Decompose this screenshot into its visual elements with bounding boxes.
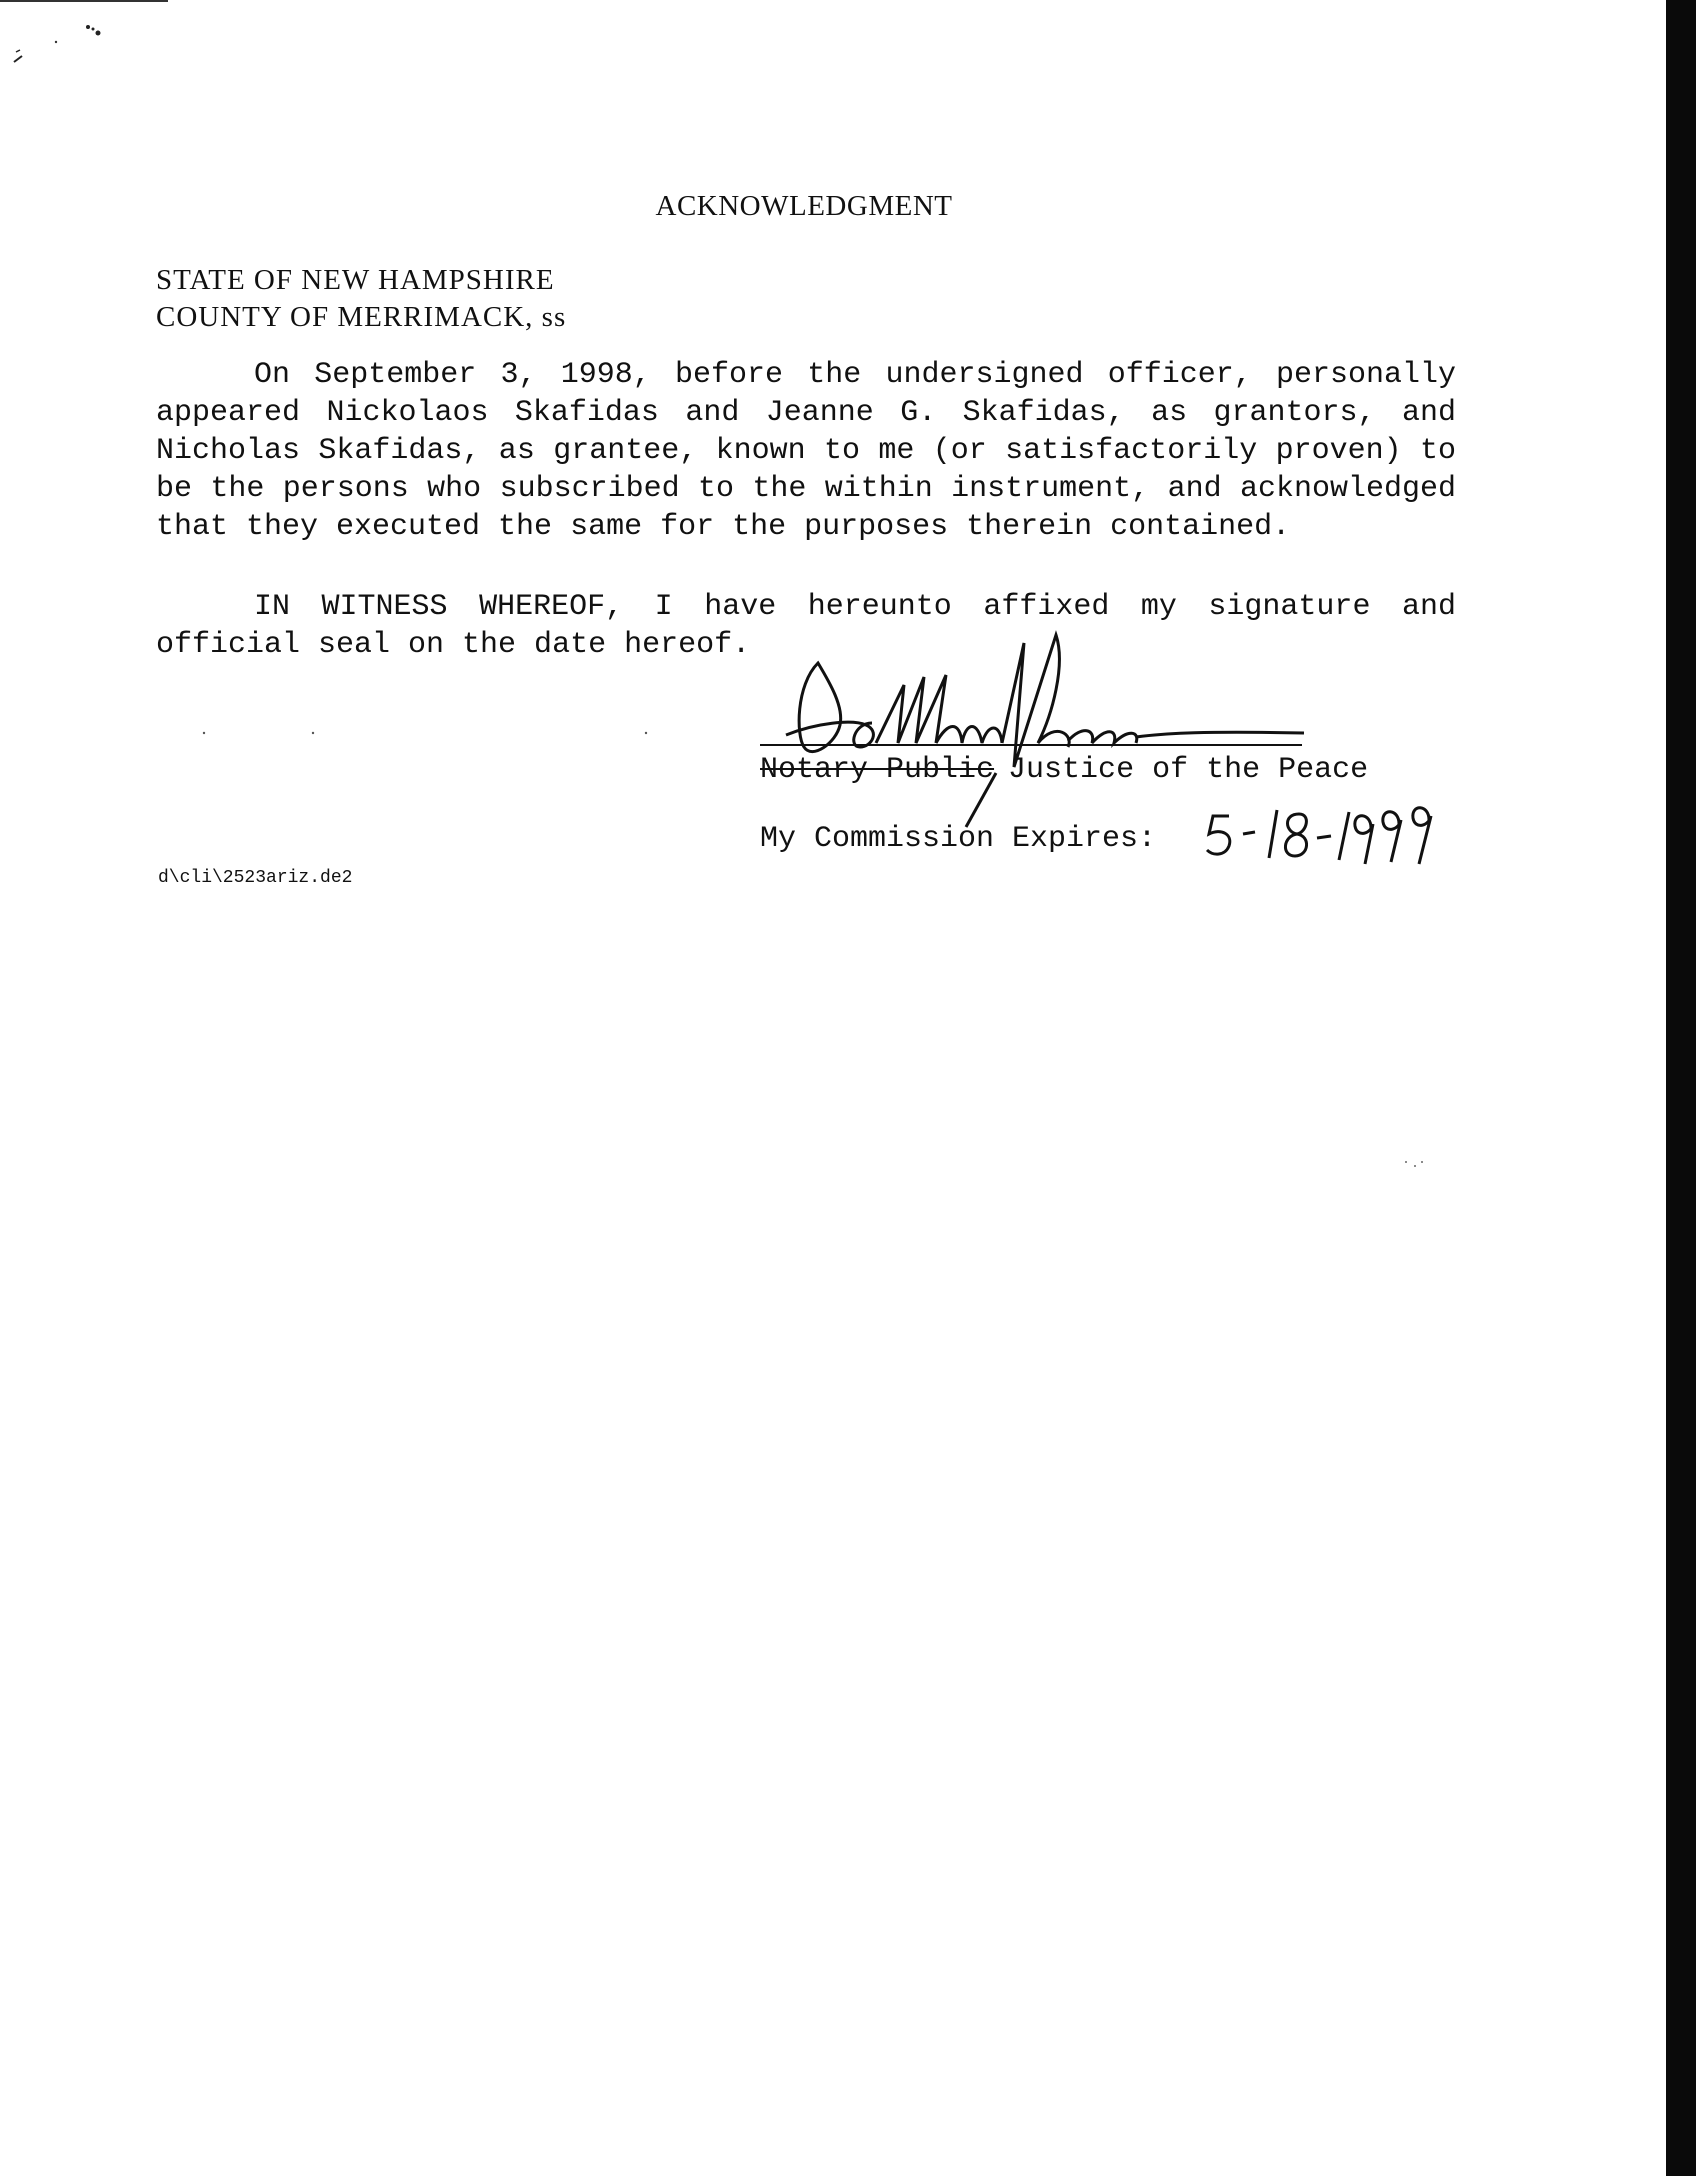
witness-text: IN WITNESS WHEREOF, I have hereunto affixed my signature and official seal on the date hereof. <box>156 590 1456 662</box>
state-line: STATE OF NEW HAMPSHIRE <box>156 264 555 296</box>
venue-block <box>156 262 566 336</box>
signature-title <box>760 753 1368 787</box>
struck-title: Notary Public <box>760 753 995 787</box>
acknowledgment-text: On September 3, 1998, before the undersigned officer, personally appeared Nickolaos Skafidas and Jeanne G. Skafidas, as grantors, and Nicholas Skafidas, as grantee, known to me (or satisfactorily proven) to be the persons who subscribed to the within instrument, and acknowledged that they executed the same for the purposes therein contained. <box>156 358 1456 544</box>
file-reference: d\cli\2523ariz.de2 <box>158 868 353 888</box>
document-title: ACKNOWLEDGMENT <box>655 190 953 222</box>
kept-title: Justice of the Peace <box>1008 753 1369 787</box>
acknowledgment-paragraph <box>156 356 1456 546</box>
handwritten-commission-date <box>1203 800 1443 870</box>
commission-label: My Commission Expires: <box>760 822 1157 856</box>
county-line: COUNTY OF MERRIMACK, ss <box>156 301 567 333</box>
commission-expiry <box>760 822 1156 856</box>
